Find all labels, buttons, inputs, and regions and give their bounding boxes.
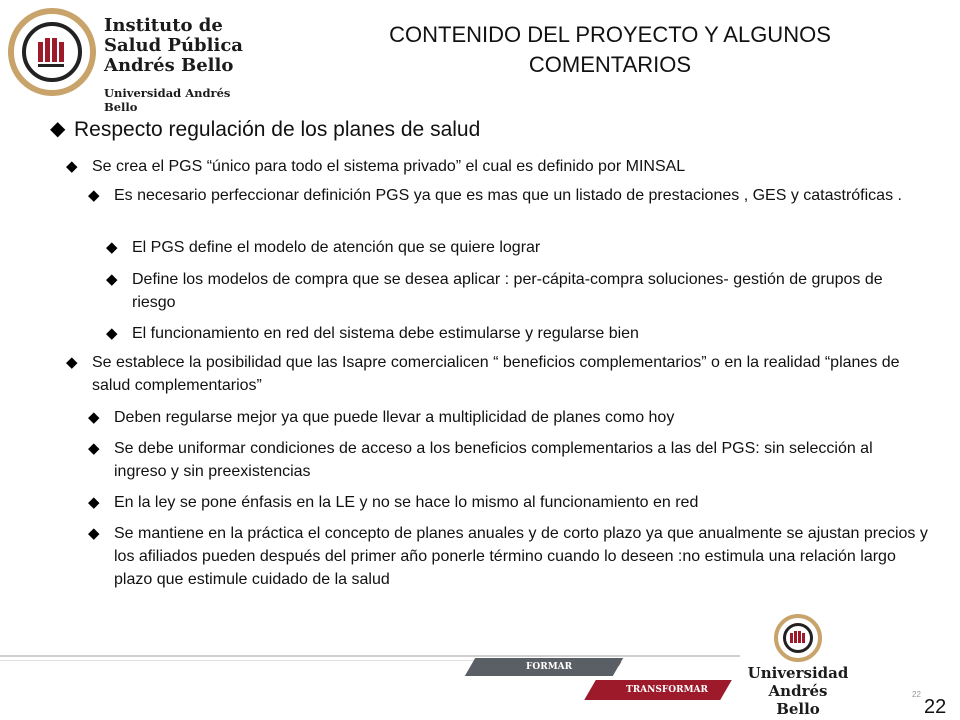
slide-title-line: CONTENIDO DEL PROYECTO Y ALGUNOS: [389, 22, 831, 47]
university-emblem-icon: [774, 614, 822, 662]
institute-name-line: Instituto de: [104, 15, 223, 36]
bullet-text: Se debe uniformar condiciones de acceso a los beneficios complementarios a las del PGS: sin selección al ingreso y sin preexistencias: [114, 440, 873, 480]
diamond-bullet-icon: ◆: [106, 271, 118, 288]
bullet-item: [106, 322, 926, 345]
bullet-item: [106, 268, 926, 314]
slide-title: [300, 20, 920, 80]
page-number-small: 22: [912, 690, 921, 699]
diamond-bullet-icon: ◆: [106, 325, 118, 342]
bullet-text: Se crea el PGS “único para todo el sistema privado” el cual es definido por MINSAL: [92, 158, 686, 175]
university-emblem-icon: [8, 8, 96, 96]
footer-band-label: TRANSFORMAR: [626, 685, 709, 695]
bullet-item: [88, 406, 928, 429]
diamond-bullet-icon: ◆: [66, 158, 78, 175]
diamond-bullet-icon: ◆: [88, 409, 100, 426]
bullet-text: El PGS define el modelo de atención que se quiere lograr: [132, 239, 541, 256]
bullet-text: Define los modelos de compra que se desea aplicar : per-cápita-compra soluciones- gestión de grupos de riesgo: [132, 271, 883, 311]
diamond-bullet-icon: ◆: [106, 239, 118, 256]
bullet-text: Es necesario perfeccionar definición PGS ya que es mas que un listado de prestaciones , GES y catastróficas .: [114, 187, 902, 204]
bullet-text: En la ley se pone énfasis en la LE y no se hace lo mismo al funcionamiento en red: [114, 494, 699, 511]
bullet-item: [88, 491, 928, 514]
bullet-item: [88, 522, 928, 591]
institute-logo: [8, 6, 258, 114]
diamond-bullet-icon: ◆: [88, 440, 100, 457]
footer-band-label: FORMAR: [526, 662, 573, 672]
bullet-item: [106, 236, 926, 259]
institute-name: [104, 16, 243, 76]
bullet-text: El funcionamiento en red del sistema debe estimularse y regularse bien: [132, 325, 639, 342]
university-name-line: Universidad: [747, 664, 849, 682]
bullet-item: [66, 155, 936, 178]
diamond-bullet-icon: ◆: [88, 494, 100, 511]
footer-band-transformar: [584, 680, 732, 700]
footer-band-formar: [465, 658, 623, 676]
diamond-bullet-icon: ◆: [66, 354, 78, 371]
bullet-text: Se establece la posibilidad que las Isapre comercialicen “ beneficios complementarios” o en la realidad “planes de salud complementarios”: [92, 354, 900, 394]
university-name: [746, 664, 850, 718]
diamond-bullet-icon: ◆: [88, 187, 100, 204]
bullet-item: [88, 184, 928, 207]
page-number: 22: [924, 696, 947, 718]
institute-name-line: Salud Pública: [104, 35, 243, 56]
bullet-item: [50, 118, 930, 141]
diamond-bullet-icon: ◆: [50, 118, 66, 140]
bullet-text: Se mantiene en la práctica el concepto de planes anuales y de corto plazo ya que anualmente se ajustan precios y los afiliados pueden después del primer año ponerle término cuando lo deseen :no estimula una relación largo plazo que estimule cuidado de la salud: [114, 525, 928, 588]
institute-university: Universidad Andrés Bello: [104, 86, 231, 114]
university-logo: [746, 614, 856, 718]
bullet-item: [88, 437, 928, 483]
footer-divider: [0, 655, 740, 657]
bullet-text: Respecto regulación de los planes de salud: [74, 118, 481, 141]
university-name-line: Andrés Bello: [768, 682, 828, 718]
slide-title-line: COMENTARIOS: [528, 52, 692, 77]
institute-name-line: Andrés Bello: [104, 55, 234, 76]
diamond-bullet-icon: ◆: [88, 525, 100, 542]
bullet-text: Deben regularse mejor ya que puede llevar a multiplicidad de planes como hoy: [114, 409, 675, 426]
bullet-item: [66, 351, 936, 397]
